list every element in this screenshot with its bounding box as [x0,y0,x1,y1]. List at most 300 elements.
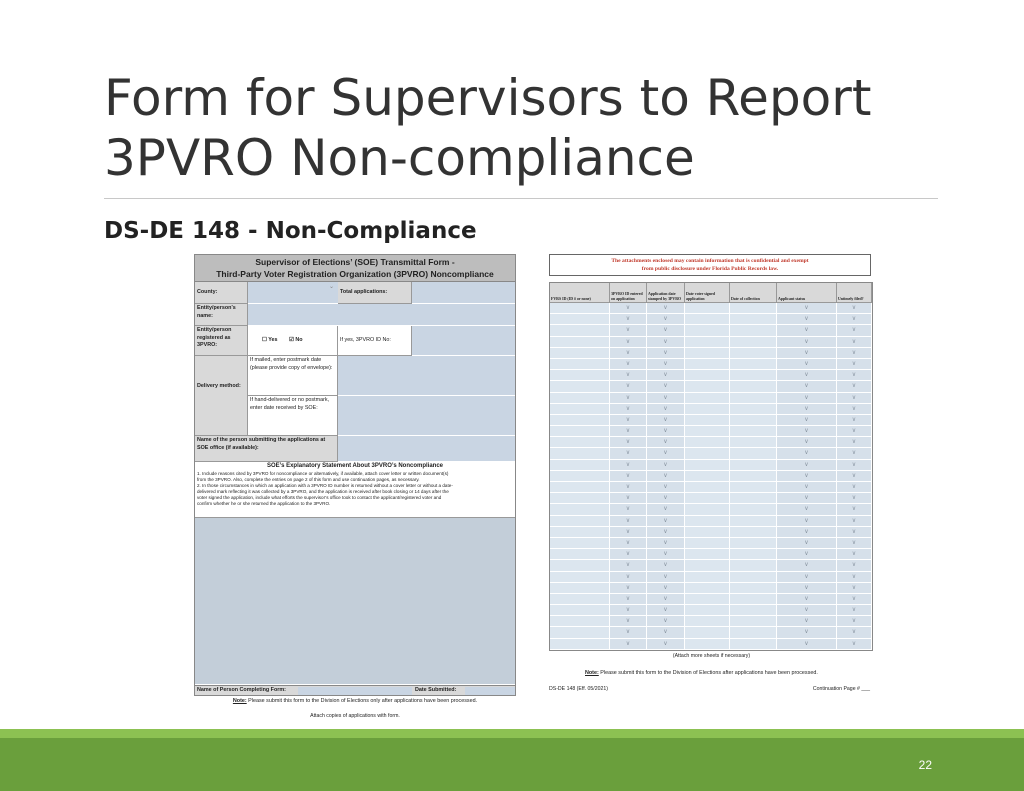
input-cell[interactable] [685,538,730,549]
dropdown-cell[interactable] [610,460,647,471]
input-cell[interactable] [730,560,777,571]
chevron-down-icon: ∨ [851,539,857,546]
chevron-down-icon: ∨ [851,584,857,591]
input-cell[interactable] [685,437,730,448]
input-cell[interactable] [685,460,730,471]
dropdown-cell[interactable] [647,605,685,616]
chevron-down-icon: ∨ [804,372,809,379]
input-cell[interactable] [685,560,730,571]
input-cell[interactable] [550,370,610,381]
dropdown-cell[interactable] [647,337,685,348]
dropdown-cell[interactable] [647,583,685,594]
dropdown-cell[interactable] [610,437,647,448]
chevron-down-icon: ∨ [851,573,857,580]
dropdown-cell[interactable] [777,482,837,493]
total-applications-input[interactable] [412,282,515,304]
chevron-down-icon: ∨ [851,528,857,535]
dropdown-cell[interactable] [610,538,647,549]
completing-label: Name of Person Completing Form: [197,687,286,693]
chevron-down-icon: ∨ [663,372,668,379]
dropdown-cell[interactable] [777,583,837,594]
input-cell[interactable] [730,348,777,359]
input-cell[interactable] [685,314,730,325]
table-body [550,303,872,650]
dropdown-cell[interactable] [610,348,647,359]
input-cell[interactable] [730,639,777,650]
column-header: Date of collection [730,283,777,303]
dropdown-cell[interactable] [777,627,837,638]
dropdown-cell[interactable] [777,538,837,549]
dropdown-cell[interactable] [647,560,685,571]
dropdown-cell[interactable] [610,516,647,527]
footer-band [0,738,1024,791]
chevron-down-icon: ∨ [851,506,857,513]
chevron-down-icon: ∨ [851,450,857,457]
county-select[interactable] [248,282,338,304]
input-cell[interactable] [685,337,730,348]
county-label: County: [195,282,248,304]
dropdown-cell[interactable] [610,471,647,482]
input-cell[interactable] [730,572,777,583]
dropdown-cell[interactable] [647,471,685,482]
table-row [550,639,872,650]
input-cell[interactable] [685,348,730,359]
dropdown-cell[interactable] [610,639,647,650]
input-cell[interactable] [730,538,777,549]
input-cell[interactable] [730,594,777,605]
dropdown-cell[interactable] [647,370,685,381]
input-cell[interactable] [550,639,610,650]
dropdown-cell[interactable] [777,471,837,482]
dropdown-cell[interactable] [777,337,837,348]
dropdown-cell[interactable] [610,325,647,336]
yes-checkbox[interactable]: ☐ Yes [262,337,278,343]
chevron-down-icon: ∨ [851,416,857,423]
dropdown-cell[interactable] [777,605,837,616]
input-cell[interactable] [550,325,610,336]
dropdown-cell[interactable] [837,314,872,325]
entity-name-input[interactable] [248,304,515,326]
input-cell[interactable] [685,583,730,594]
dropdown-cell[interactable] [647,549,685,560]
input-cell[interactable] [550,516,610,527]
dropdown-cell[interactable] [837,303,872,314]
dropdown-cell[interactable] [777,616,837,627]
input-cell[interactable] [730,527,777,538]
chevron-down-icon: ∨ [851,349,857,356]
dropdown-cell[interactable] [647,460,685,471]
chevron-down-icon: ∨ [851,640,857,647]
dropdown-cell[interactable] [647,538,685,549]
dropdown-cell[interactable] [610,448,647,459]
dropdown-cell[interactable] [837,404,872,415]
input-cell[interactable] [730,404,777,415]
input-cell[interactable] [730,482,777,493]
chevron-down-icon: ∨ [804,607,809,614]
dropdown-cell[interactable] [837,337,872,348]
input-cell[interactable] [550,426,610,437]
input-cell[interactable] [730,627,777,638]
dropdown-cell[interactable] [837,493,872,504]
input-cell[interactable] [685,516,730,527]
input-cell[interactable] [550,393,610,404]
input-cell[interactable] [685,639,730,650]
chevron-down-icon: ∨ [663,539,668,546]
input-cell[interactable] [550,359,610,370]
input-cell[interactable] [730,415,777,426]
dropdown-cell[interactable] [647,426,685,437]
submitter-input[interactable] [338,436,515,462]
input-cell[interactable] [685,448,730,459]
dropdown-cell[interactable] [837,437,872,448]
input-cell[interactable] [685,605,730,616]
dropdown-cell[interactable] [647,415,685,426]
dropdown-cell[interactable] [647,594,685,605]
input-cell[interactable] [550,504,610,515]
dropdown-cell[interactable] [837,516,872,527]
input-cell[interactable] [550,627,610,638]
input-cell[interactable] [730,493,777,504]
input-cell[interactable] [550,348,610,359]
dropdown-cell[interactable] [837,594,872,605]
dropdown-cell[interactable] [837,605,872,616]
input-cell[interactable] [730,303,777,314]
input-cell[interactable] [685,471,730,482]
dropdown-cell[interactable] [777,572,837,583]
id-input[interactable] [412,326,515,356]
dropdown-cell[interactable] [647,504,685,515]
column-header: 3PVRO ID entered on application [610,283,647,303]
registered-choice [248,326,338,356]
chevron-down-icon: ∨ [851,372,857,379]
input-cell[interactable] [550,314,610,325]
dropdown-cell[interactable] [610,583,647,594]
chevron-down-icon: ∨ [851,405,857,412]
table-row [550,325,872,336]
input-cell[interactable] [550,605,610,616]
input-cell[interactable] [730,616,777,627]
dropdown-cell[interactable] [610,594,647,605]
dropdown-cell[interactable] [777,437,837,448]
received-date-input[interactable] [338,396,515,436]
input-cell[interactable] [730,605,777,616]
completing-row [194,686,516,696]
input-cell[interactable] [685,426,730,437]
dropdown-cell[interactable] [777,359,837,370]
dropdown-cell[interactable] [777,594,837,605]
dropdown-cell[interactable] [647,527,685,538]
input-cell[interactable] [730,471,777,482]
form1-note [194,698,516,704]
dropdown-cell[interactable] [647,303,685,314]
input-cell[interactable] [730,549,777,560]
dropdown-cell[interactable] [837,460,872,471]
dropdown-cell[interactable] [837,527,872,538]
dropdown-cell[interactable] [777,325,837,336]
input-cell[interactable] [550,460,610,471]
dropdown-cell[interactable] [647,404,685,415]
dropdown-cell[interactable] [647,572,685,583]
chevron-down-icon: ∨ [851,562,857,569]
input-cell[interactable] [730,381,777,392]
soe-statement-instructions [195,462,515,518]
dropdown-cell[interactable] [837,381,872,392]
input-cell[interactable] [550,482,610,493]
id-label: If yes, 3PVRO ID No: [338,326,412,356]
input-cell[interactable] [685,504,730,515]
input-cell[interactable] [730,314,777,325]
title-divider [104,198,938,199]
dropdown-cell[interactable] [777,560,837,571]
dropdown-cell[interactable] [837,627,872,638]
dropdown-cell[interactable] [610,426,647,437]
dropdown-cell[interactable] [777,314,837,325]
input-cell[interactable] [730,583,777,594]
input-cell[interactable] [730,337,777,348]
dropdown-cell[interactable] [647,516,685,527]
dropdown-cell[interactable] [777,549,837,560]
input-cell[interactable] [550,594,610,605]
dropdown-cell[interactable] [837,426,872,437]
soe-instruction-line: delivered mark reflecting it was collected by a 3PVRO, and the application is received after book closing or 14 days after the [197,488,449,494]
dropdown-cell[interactable] [777,639,837,650]
input-cell[interactable] [550,471,610,482]
dropdown-cell[interactable] [837,560,872,571]
input-cell[interactable] [685,594,730,605]
dropdown-cell[interactable] [610,527,647,538]
dropdown-cell[interactable] [777,370,837,381]
dropdown-cell[interactable] [647,325,685,336]
input-cell[interactable] [685,393,730,404]
dropdown-cell[interactable] [647,314,685,325]
input-cell[interactable] [550,572,610,583]
input-cell[interactable] [685,482,730,493]
dropdown-cell[interactable] [647,348,685,359]
input-cell[interactable] [730,504,777,515]
applications-table [549,282,873,651]
dropdown-cell[interactable] [647,616,685,627]
dropdown-cell[interactable] [777,404,837,415]
input-cell[interactable] [730,426,777,437]
input-cell[interactable] [550,583,610,594]
dropdown-cell[interactable] [647,482,685,493]
chevron-down-icon: ∨ [625,629,631,636]
dropdown-cell[interactable] [647,437,685,448]
chevron-down-icon: ∨ [663,562,668,569]
form1-header-line-2: Third-Party Voter Registration Organization (3PVRO) Noncompliance [216,269,494,279]
mailed-label: If mailed, enter postmark date (please provide copy of envelope): [248,356,338,396]
dropdown-cell[interactable] [610,337,647,348]
dropdown-cell[interactable] [837,359,872,370]
dropdown-cell[interactable] [610,303,647,314]
chevron-down-icon: ∨ [663,584,668,591]
chevron-down-icon: ∨ [804,495,809,502]
chevron-down-icon: ∨ [804,484,809,490]
dropdown-cell[interactable] [610,549,647,560]
soe-statement-textarea[interactable] [195,518,515,684]
dropdown-cell[interactable] [777,448,837,459]
chevron-down-icon: ∨ [663,439,668,446]
form1-header-line-1: Supervisor of Elections’ (SOE) Transmittal Form - [255,257,455,267]
dropdown-cell[interactable] [647,381,685,392]
dropdown-cell[interactable] [777,393,837,404]
dropdown-cell[interactable] [777,303,837,314]
dropdown-cell[interactable] [777,527,837,538]
dropdown-cell[interactable] [647,393,685,404]
dropdown-cell[interactable] [610,504,647,515]
dropdown-cell[interactable] [837,538,872,549]
dropdown-cell[interactable] [610,616,647,627]
input-cell[interactable] [685,370,730,381]
footer-band-light [0,729,1024,738]
chevron-down-icon: ∨ [804,439,809,446]
chevron-down-icon: ∨ [625,640,631,647]
dropdown-cell[interactable] [610,560,647,571]
input-cell[interactable] [685,493,730,504]
dropdown-cell[interactable] [777,460,837,471]
dropdown-cell[interactable] [777,504,837,515]
input-cell[interactable] [685,572,730,583]
dropdown-cell[interactable] [837,482,872,493]
chevron-down-icon: ∨ [804,573,809,580]
input-cell[interactable] [685,415,730,426]
chevron-down-icon: ∨ [663,416,668,423]
dropdown-cell[interactable] [837,415,872,426]
dropdown-cell[interactable] [610,359,647,370]
hand-delivered-label: If hand-delivered or no postmark, enter date received by SOE: [248,396,338,436]
chevron-down-icon: ∨ [663,528,668,535]
dropdown-cell[interactable] [610,404,647,415]
input-cell[interactable] [730,516,777,527]
dropdown-cell[interactable] [777,381,837,392]
input-cell[interactable] [550,527,610,538]
dropdown-cell[interactable] [610,415,647,426]
chevron-down-icon: ∨ [851,338,857,345]
dropdown-cell[interactable] [610,393,647,404]
dropdown-cell[interactable] [610,572,647,583]
dropdown-cell[interactable] [837,572,872,583]
chevron-down-icon: ∨ [625,584,631,591]
date-submitted-input[interactable] [465,687,515,695]
input-cell[interactable] [550,493,610,504]
dropdown-cell[interactable] [777,516,837,527]
dropdown-cell[interactable] [837,348,872,359]
dropdown-cell[interactable] [837,504,872,515]
input-cell[interactable] [730,448,777,459]
dropdown-cell[interactable] [647,493,685,504]
dropdown-cell[interactable] [610,627,647,638]
input-cell[interactable] [550,404,610,415]
input-cell[interactable] [550,538,610,549]
dropdown-cell[interactable] [837,448,872,459]
completing-input[interactable] [298,687,412,695]
chevron-down-icon: ∨ [625,450,631,457]
input-cell[interactable] [685,616,730,627]
dropdown-cell[interactable] [837,471,872,482]
input-cell[interactable] [550,448,610,459]
input-cell[interactable] [730,370,777,381]
dropdown-cell[interactable] [837,583,872,594]
dropdown-cell[interactable] [837,616,872,627]
dropdown-cell[interactable] [610,482,647,493]
input-cell[interactable] [730,393,777,404]
input-cell[interactable] [730,437,777,448]
chevron-down-icon: ∨ [663,360,668,367]
table-row [550,616,872,627]
input-cell[interactable] [685,381,730,392]
input-cell[interactable] [730,460,777,471]
input-cell[interactable] [550,337,610,348]
chevron-down-icon: ∨ [625,372,631,379]
dropdown-cell[interactable] [610,381,647,392]
dropdown-cell[interactable] [610,370,647,381]
dropdown-cell[interactable] [777,415,837,426]
continuation-page-label: Continuation Page # ___ [812,685,870,692]
input-cell[interactable] [730,325,777,336]
no-checkbox[interactable]: ☑ No [289,337,303,343]
dropdown-cell[interactable] [777,348,837,359]
dropdown-cell[interactable] [647,627,685,638]
dropdown-cell[interactable] [610,605,647,616]
chevron-down-icon: ∨ [851,551,857,558]
dropdown-cell[interactable] [647,359,685,370]
input-cell[interactable] [550,560,610,571]
input-cell[interactable] [550,549,610,560]
input-cell[interactable] [685,404,730,415]
input-cell[interactable] [550,616,610,627]
chevron-down-icon: ∨ [625,394,631,401]
dropdown-cell[interactable] [647,639,685,650]
dropdown-cell[interactable] [837,325,872,336]
table-row [550,549,872,560]
chevron-down-icon: ∨ [625,506,631,513]
slide-subtitle: DS-DE 148 - Non-Compliance [104,218,477,244]
note-text: Please submit this form to the Division of Elections only after applications have been processed. [246,698,478,704]
input-cell[interactable] [730,359,777,370]
input-cell[interactable] [550,381,610,392]
dropdown-cell[interactable] [777,493,837,504]
input-cell[interactable] [550,303,610,314]
dropdown-cell[interactable] [777,426,837,437]
chevron-down-icon: ∨ [804,428,809,435]
dropdown-cell[interactable] [837,639,872,650]
chevron-down-icon: ∨ [663,506,668,513]
input-cell[interactable] [685,527,730,538]
chevron-down-icon: ∨ [851,484,857,490]
input-cell[interactable] [550,437,610,448]
table-row [550,527,872,538]
chevron-down-icon: ∨ [851,472,857,479]
input-cell[interactable] [685,303,730,314]
dropdown-cell[interactable] [610,314,647,325]
dropdown-cell[interactable] [837,393,872,404]
dropdown-cell[interactable] [837,549,872,560]
chevron-down-icon: ∨ [804,405,809,412]
input-cell[interactable] [685,549,730,560]
input-cell[interactable] [685,325,730,336]
input-cell[interactable] [550,415,610,426]
input-cell[interactable] [685,627,730,638]
column-header: Untimely filed? [837,283,872,303]
postmark-date-input[interactable] [338,356,515,396]
table-row [550,359,872,370]
dropdown-cell[interactable] [837,370,872,381]
input-cell[interactable] [685,359,730,370]
chevron-down-icon: ∨ [804,506,809,513]
dropdown-cell[interactable] [610,493,647,504]
dropdown-cell[interactable] [647,448,685,459]
note-text: Please submit this form to the Division of Elections after applications have been processed. [598,669,818,676]
